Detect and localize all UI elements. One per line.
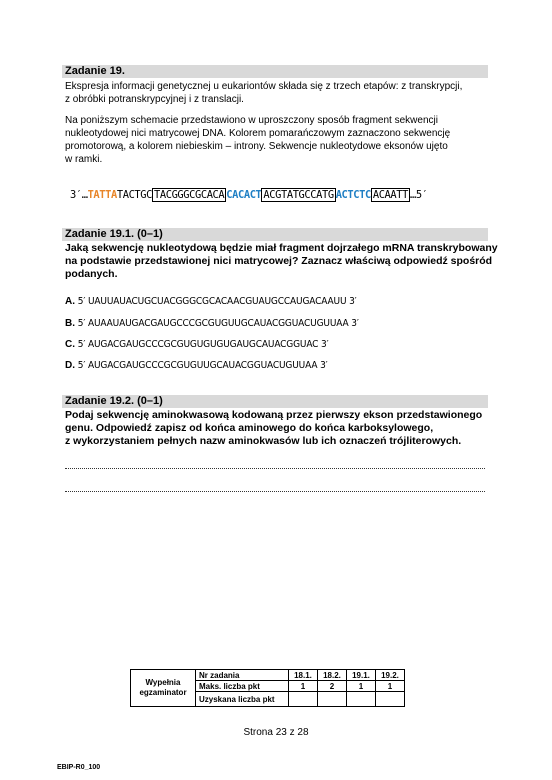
task19-desc-line4: w ramki. xyxy=(65,154,103,165)
sequence-end: …5′ xyxy=(409,189,428,201)
max-points: 1 xyxy=(376,681,405,692)
option-letter: A. xyxy=(65,296,75,307)
task19-2-question-line1: Podaj sekwencję aminokwasową kodowaną przez pierwszy ekson przedstawionego xyxy=(65,409,483,421)
examiner-score-table xyxy=(130,669,405,707)
task-number-label: Nr zadania xyxy=(196,670,289,681)
task19-intro-line2: z obróbki potranskrypcyjnej i z translacji. xyxy=(65,94,244,105)
task19-desc-line3: promotorową, a kolorem niebieskim – introny. Sekwencje nukleotydowe eksonów ujęto xyxy=(65,141,448,152)
promoter-sequence: TATTA xyxy=(87,189,117,201)
task19-1-title: Zadanie 19.1. (0–1) xyxy=(65,228,163,240)
task-number: 18.2. xyxy=(318,670,347,681)
task19-1-question-line1: Jaką sekwencję nukleotydową będzie miał fragment dojrzałego mRNA transkrybowany xyxy=(65,242,498,254)
examiner-label-line1: Wypełnia xyxy=(145,678,181,687)
task19-desc-line2: nukleotydowej nici matrycowej DNA. Kolorem pomarańczowym zaznaczono sekwencję xyxy=(65,128,451,139)
option-text: 5′ AUAAUAUGACGAUGCCCGCGUGUUGCAUACGGUACUGUUAA 3′ xyxy=(77,318,359,329)
task19-2-title: Zadanie 19.2. (0–1) xyxy=(65,395,163,407)
task19-2-question-line2: genu. Odpowiedź zapisz od końca aminowego do końca karboksylowego, xyxy=(65,422,434,434)
exon-1: TACGGGCGCACA xyxy=(154,189,225,201)
answer-option-a[interactable] xyxy=(65,296,357,307)
intron-1: CACACT xyxy=(226,189,262,201)
max-points: 1 xyxy=(289,681,318,692)
option-text: 5′ AUGACGAUGCCCGCGUGUUGCAUACGGUACUGUUAA 3′ xyxy=(77,360,328,371)
document-code: EBIP-R0_100 xyxy=(57,764,101,771)
page-number: Strona 23 z 28 xyxy=(243,727,309,738)
answer-line-2[interactable] xyxy=(65,490,485,492)
task19-2-question-line3: z wykorzystaniem pełnych nazw aminokwasów lub ich oznaczeń trójliterowych. xyxy=(65,435,462,447)
examiner-label xyxy=(131,670,196,707)
obtained-points-label: Uzyskana liczba pkt xyxy=(196,692,289,707)
sequence-start: 3′… xyxy=(70,189,88,201)
task19-header-band xyxy=(62,65,488,78)
task-number: 18.1. xyxy=(289,670,318,681)
answer-option-d[interactable] xyxy=(65,360,328,371)
examiner-label-line2: egzaminator xyxy=(139,688,187,697)
task19-title: Zadanie 19. xyxy=(65,65,125,77)
max-points-label: Maks. liczba pkt xyxy=(196,681,289,692)
sequence-segment: TACTGC xyxy=(116,189,152,201)
task19-1-question-line3: podanych. xyxy=(65,268,118,280)
max-points: 2 xyxy=(318,681,347,692)
dna-template-sequence xyxy=(70,189,428,201)
answer-option-c[interactable] xyxy=(65,339,329,350)
option-text: 5′ AUGACGAUGCCCGCGUGUGUGUGAUGCAUACGGUAC 3′ xyxy=(77,339,329,350)
obtained-points-cell[interactable] xyxy=(289,692,318,707)
exon-2: ACGTATGCCATG xyxy=(263,189,334,201)
task-number: 19.1. xyxy=(347,670,376,681)
answer-option-b[interactable] xyxy=(65,318,359,329)
obtained-points-cell[interactable] xyxy=(318,692,347,707)
max-points: 1 xyxy=(347,681,376,692)
option-letter: C. xyxy=(65,339,75,350)
exon-3: ACAATT xyxy=(372,189,408,201)
obtained-points-cell[interactable] xyxy=(376,692,405,707)
answer-line-1[interactable] xyxy=(65,467,485,469)
obtained-points-cell[interactable] xyxy=(347,692,376,707)
intron-2: ACTCTC xyxy=(335,189,371,201)
option-text: 5′ UAUUAUACUGCUACGGGCGCACAACGUAUGCCAUGACAAUU 3′ xyxy=(77,296,357,307)
task19-desc-line1: Na poniższym schemacie przedstawiono w uproszczony sposób fragment sekwencji xyxy=(65,115,438,126)
task19-1-question-line2: na podstawie przedstawionej nici matrycowej? Zaznacz właściwą odpowiedź spośród xyxy=(65,255,493,267)
task19-intro-line1: Ekspresja informacji genetycznej u eukariontów składa się z trzech etapów: z transkrypcji, xyxy=(65,81,463,92)
option-letter: B. xyxy=(65,318,75,329)
task-number: 19.2. xyxy=(376,670,405,681)
option-letter: D. xyxy=(65,360,75,371)
